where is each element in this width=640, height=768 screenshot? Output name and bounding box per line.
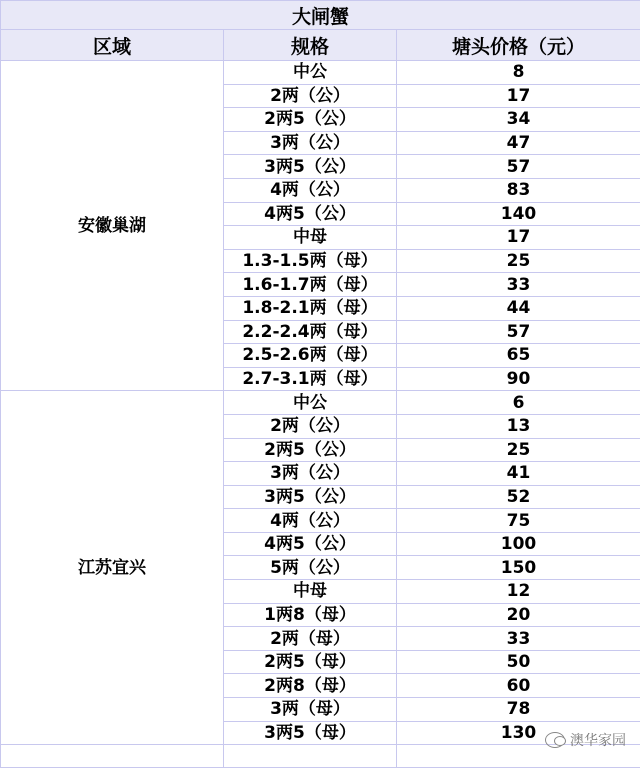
table-row bbox=[1, 61, 640, 85]
spec-cell: 3两（公） bbox=[224, 462, 397, 486]
price-cell: 34 bbox=[397, 108, 640, 132]
header-spec: 规格 bbox=[224, 30, 397, 61]
price-cell: 83 bbox=[397, 178, 640, 202]
spec-cell: 中母 bbox=[224, 580, 397, 604]
spec-cell: 2两（公） bbox=[224, 84, 397, 108]
price-cell: 44 bbox=[397, 296, 640, 320]
spec-cell: 3两（母） bbox=[224, 698, 397, 722]
header-row bbox=[1, 30, 640, 61]
blank-cell bbox=[1, 745, 224, 768]
spec-cell: 2两（母） bbox=[224, 627, 397, 651]
price-cell: 25 bbox=[397, 249, 640, 273]
spec-cell: 3两（公） bbox=[224, 131, 397, 155]
spec-cell: 2两8（母） bbox=[224, 674, 397, 698]
region-cell: 江苏宜兴 bbox=[1, 391, 224, 745]
header-price: 塘头价格（元） bbox=[397, 30, 640, 61]
spec-cell: 4两5（公） bbox=[224, 202, 397, 226]
header-region: 区域 bbox=[1, 30, 224, 61]
price-cell: 6 bbox=[397, 391, 640, 415]
spec-cell: 1.8-2.1两（母） bbox=[224, 296, 397, 320]
price-cell: 52 bbox=[397, 485, 640, 509]
spec-cell: 2两5（公） bbox=[224, 108, 397, 132]
price-cell: 50 bbox=[397, 650, 640, 674]
spec-cell: 2两5（母） bbox=[224, 650, 397, 674]
price-cell: 33 bbox=[397, 627, 640, 651]
price-cell: 65 bbox=[397, 344, 640, 368]
price-cell: 25 bbox=[397, 438, 640, 462]
price-cell: 57 bbox=[397, 155, 640, 179]
price-cell: 140 bbox=[397, 202, 640, 226]
spec-cell: 1两8（母） bbox=[224, 603, 397, 627]
table-row bbox=[1, 391, 640, 415]
price-cell: 17 bbox=[397, 84, 640, 108]
spec-cell: 2两（公） bbox=[224, 414, 397, 438]
spec-cell: 2.5-2.6两（母） bbox=[224, 344, 397, 368]
price-cell: 100 bbox=[397, 532, 640, 556]
watermark-text: 澳华家园 bbox=[570, 733, 626, 749]
table-title: 大闸蟹 bbox=[1, 1, 640, 30]
price-cell: 130 bbox=[397, 721, 640, 745]
price-cell: 78 bbox=[397, 698, 640, 722]
watermark bbox=[545, 728, 626, 752]
spec-cell: 2.2-2.4两（母） bbox=[224, 320, 397, 344]
spec-cell: 中公 bbox=[224, 61, 397, 85]
spec-cell: 4两（公） bbox=[224, 178, 397, 202]
price-cell: 8 bbox=[397, 61, 640, 85]
spec-cell: 4两5（公） bbox=[224, 532, 397, 556]
spec-cell: 4两（公） bbox=[224, 509, 397, 533]
blank-cell bbox=[224, 745, 397, 768]
price-cell: 33 bbox=[397, 273, 640, 297]
spec-cell: 2两5（公） bbox=[224, 438, 397, 462]
price-cell: 60 bbox=[397, 674, 640, 698]
spec-cell: 3两5（公） bbox=[224, 155, 397, 179]
price-cell: 13 bbox=[397, 414, 640, 438]
spec-cell: 1.3-1.5两（母） bbox=[224, 249, 397, 273]
price-cell: 75 bbox=[397, 509, 640, 533]
price-cell: 41 bbox=[397, 462, 640, 486]
spec-cell: 1.6-1.7两（母） bbox=[224, 273, 397, 297]
region-cell: 安徽巢湖 bbox=[1, 61, 224, 391]
spec-cell: 中公 bbox=[224, 391, 397, 415]
price-cell: 12 bbox=[397, 580, 640, 604]
price-cell: 47 bbox=[397, 131, 640, 155]
spec-cell: 2.7-3.1两（母） bbox=[224, 367, 397, 391]
spec-cell: 3两5（母） bbox=[224, 721, 397, 745]
wechat-icon bbox=[545, 732, 565, 748]
price-cell: 20 bbox=[397, 603, 640, 627]
spec-cell: 中母 bbox=[224, 226, 397, 250]
title-row bbox=[1, 1, 640, 30]
spec-cell: 5两（公） bbox=[224, 556, 397, 580]
price-cell: 57 bbox=[397, 320, 640, 344]
price-cell: 17 bbox=[397, 226, 640, 250]
spec-cell: 3两5（公） bbox=[224, 485, 397, 509]
price-cell: 90 bbox=[397, 367, 640, 391]
price-cell: 150 bbox=[397, 556, 640, 580]
